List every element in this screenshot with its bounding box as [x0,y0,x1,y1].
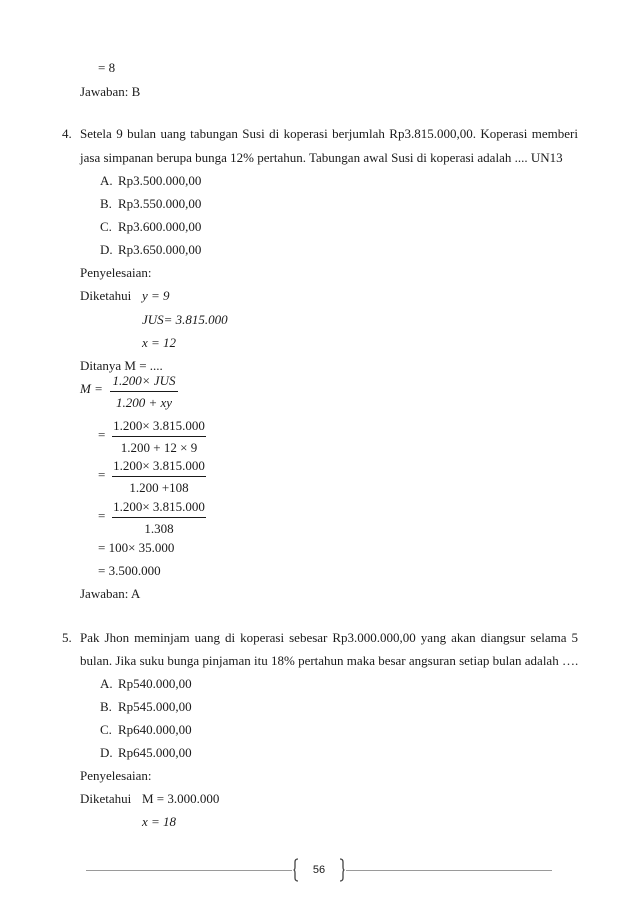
q4-known-jus: JUS= 3.815.000 [142,312,228,327]
question-4-number: 4. [62,126,72,141]
right-bracket-icon [339,858,345,882]
q4-step3-equals: = [98,508,106,523]
footer-rule-right [346,870,552,871]
q4-step1-fraction [112,418,206,456]
q4-asked: Ditanya M = .... [80,358,163,373]
q4-formula-lhs: M = [80,381,103,396]
q4-formula-fraction [110,373,178,411]
q4-step1-equals: = [98,427,106,442]
q5-known-x: x = 18 [142,814,177,829]
question-5-text-line2: bulan. Jika suku bunga pinjaman itu 18% pertahun maka besar angsuran setiap bulan adalah …. [80,653,579,668]
page-number: 56 [312,864,326,876]
q5-option-d-text: Rp645.000,00 [118,745,192,760]
fraction-bar [112,476,206,477]
q5-solution-label: Penyelesaian: [80,768,152,783]
q5-option-a-letter: A. [100,676,113,691]
q5-option-b-text: Rp545.000,00 [118,699,192,714]
q4-known-y: y = 9 [142,288,170,303]
q4-result-2: = 3.500.000 [98,563,161,578]
q4-known-x: x = 12 [142,335,177,350]
q4-step1-numerator: 1.200× 3.815.000 [113,418,205,433]
q5-known-m: M = 3.000.000 [142,791,220,806]
q4-formula-denominator: 1.200 + xy [115,395,173,410]
question-4-text-line2: jasa simpanan berupa bunga 12% pertahun. Tabungan awal Susi di koperasi adalah .... UN13 [80,150,563,165]
q5-option-c-letter: C. [100,722,112,737]
question-4-text-line1: Setela 9 bulan uang tabungan Susi di koperasi berjumlah Rp3.815.000,00. Koperasi memberi [80,126,578,141]
footer-rule-left [86,870,292,871]
q4-option-b-letter: B. [100,196,112,211]
q4-option-c-letter: C. [100,219,112,234]
question-5-text-line1: Pak Jhon meminjam uang di koperasi sebesar Rp3.000.000,00 yang akan diangsur selama 5 [80,630,578,645]
q4-option-a-letter: A. [100,173,113,188]
q4-step2-numerator: 1.200× 3.815.000 [113,458,205,473]
q4-result-1: = 100× 35.000 [98,540,175,555]
q4-option-a-text: Rp3.500.000,00 [118,173,202,188]
q4-answer: Jawaban: A [80,586,141,601]
q4-step1-denominator: 1.200 + 12 × 9 [120,440,198,455]
q4-step3-fraction [112,499,206,537]
previous-answer: Jawaban: B [80,84,141,99]
question-5-number: 5. [62,630,72,645]
fraction-bar [112,517,206,518]
q4-known-label: Diketahui [80,288,132,303]
q4-step2-denominator: 1.200 +108 [129,480,189,495]
q4-step2-fraction [112,458,206,496]
q5-known-label: Diketahui [80,791,132,806]
q5-option-b-letter: B. [100,699,112,714]
q4-option-c-text: Rp3.600.000,00 [118,219,202,234]
q4-option-d-text: Rp3.650.000,00 [118,242,202,257]
q4-step2-equals: = [98,467,106,482]
q5-option-c-text: Rp640.000,00 [118,722,192,737]
q4-option-d-letter: D. [100,242,113,257]
q4-solution-label: Penyelesaian: [80,265,152,280]
q4-step3-numerator: 1.200× 3.815.000 [113,499,205,514]
q4-option-b-text: Rp3.550.000,00 [118,196,202,211]
fraction-bar [110,391,178,392]
q4-step3-denominator: 1.308 [144,521,174,536]
fraction-bar [112,436,206,437]
q4-formula-numerator: 1.200× JUS [112,373,176,388]
previous-result: = 8 [98,60,116,75]
q5-option-d-letter: D. [100,745,113,760]
q5-option-a-text: Rp540.000,00 [118,676,192,691]
